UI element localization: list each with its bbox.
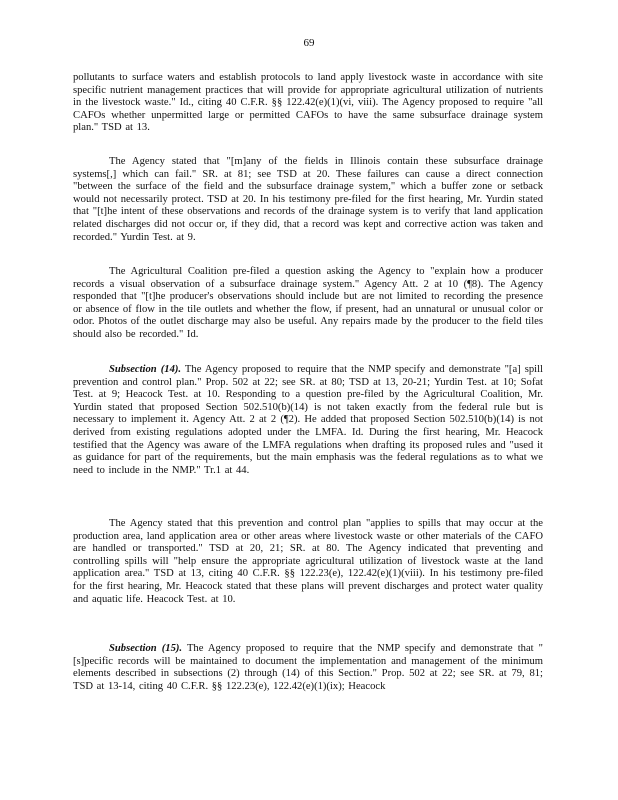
paragraph-agricultural-coalition bbox=[73, 266, 543, 342]
paragraph-text: The Agricultural Coalition pre-filed a question asking the Agency to "explain how a producer records a visual observation of a subsurface drainage system." Agency Att. 2 at 10 (¶8). The Agency responded that "[t]he producer's observations should include but are not limited to recording the presence or absence of flow in the tile outlets and whether the flow, if present, had an unnatural or unusual color or odor. Photos of the outlet discharge may also be useful. Any repairs made by the producer to the field tiles should also be recorded." Id. bbox=[73, 266, 543, 340]
paragraph-text: The Agency stated that this prevention and control plan "applies to spills that may occur at the production area, land application area or other areas where livestock waste or other materials of the CAFO are handled or transported." TSD at 20, 21; SR. at 80. The Agency indicated that preventing and controlling spills will "help ensure the appropriate agricultural utilization of livestock waste at the land application area." TSD at 13, citing 40 C.F.R. §§ 122.23(e), 122.42(e)(1)(viii). In his testimony pre-filed for the first hearing, Mr. Heacock stated that these plans will prevent discharges and protect water quality and aquatic life. Heacock Test. at 10. bbox=[73, 518, 543, 605]
paragraph-nutrient-utilization bbox=[73, 72, 543, 135]
paragraph-text: The Agency proposed to require that the NMP specify and demonstrate that "[s]pecific records will be maintained to document the implementation and management of the minimum elements described in subsections (2) through (14) of this Section." Prop. 502 at 22; see SR. at 79, 81; TSD at 13-14, citing 40 C.F.R. §§ 122.23(e), 122.42(e)(1)(ix); Heacock bbox=[73, 643, 543, 692]
paragraph-subsection-15 bbox=[73, 643, 543, 693]
paragraph-text: The Agency proposed to require that the NMP specify and demonstrate "[a] spill prevention and control plan." Prop. 502 at 22; see SR. at 80; TSD at 13, 20-21; Yurdin Test. at 10; Sofat Test. at 9; Heacock Test. at 10. Responding to a question pre-filed by the Agricultural Coalition, Mr. Yurdin stated that proposed Section 502.510(b)(14) is not taken exactly from the federal rule but is necessary to implement it. Agency Att. 2 at 2 (¶2). He added that proposed Section 502.510(b)(14) is not derived from existing regulations adopted under the LMFA. Id. During the first hearing, Mr. Heacock testified that the Agency was aware of the LMFA regulations when drafting its proposed rules and "used it as guidance for part of the requirements, but the main emphasis was the federal regulations as to what we need to include in the NMP." Tr.1 at 44. bbox=[73, 364, 543, 476]
subsection-label: Subsection (14). bbox=[109, 364, 182, 375]
paragraph-text: The Agency stated that "[m]any of the fields in Illinois contain these subsurface drainage systems[,] which can fail." SR. at 81; see TSD at 20. These failures can cause a direct connection "between the surface of the field and the subsurface drainage system," which a buffer zone or setback would not necessarily protect. TSD at 20. In his testimony pre-filed for the first hearing, Mr. Yurdin stated that "[t]he intent of these observations and records of the drainage system is to verify that land application related discharges did not occur or, if they did, that a record was kept and corrective action was taken and recorded." Yurdin Test. at 9. bbox=[73, 156, 543, 243]
paragraph-spill-prevention bbox=[73, 518, 543, 606]
paragraph-subsection-14 bbox=[73, 364, 543, 477]
paragraph-text: pollutants to surface waters and establish protocols to land apply livestock waste in accordance with site specific nutrient management practices that will provide for appropriate agricultural utilization of nutrients in the livestock waste." Id., citing 40 C.F.R. §§ 122.42(e)(1)(vi, viii). The Agency proposed to require "all CAFOs whether unpermitted large or permitted CAFOs to have the same subsurface drainage system plan." TSD at 13. bbox=[73, 72, 543, 134]
page-number: 69 bbox=[303, 37, 315, 49]
paragraph-subsurface-drainage bbox=[73, 156, 543, 244]
subsection-label: Subsection (15). bbox=[109, 643, 183, 654]
